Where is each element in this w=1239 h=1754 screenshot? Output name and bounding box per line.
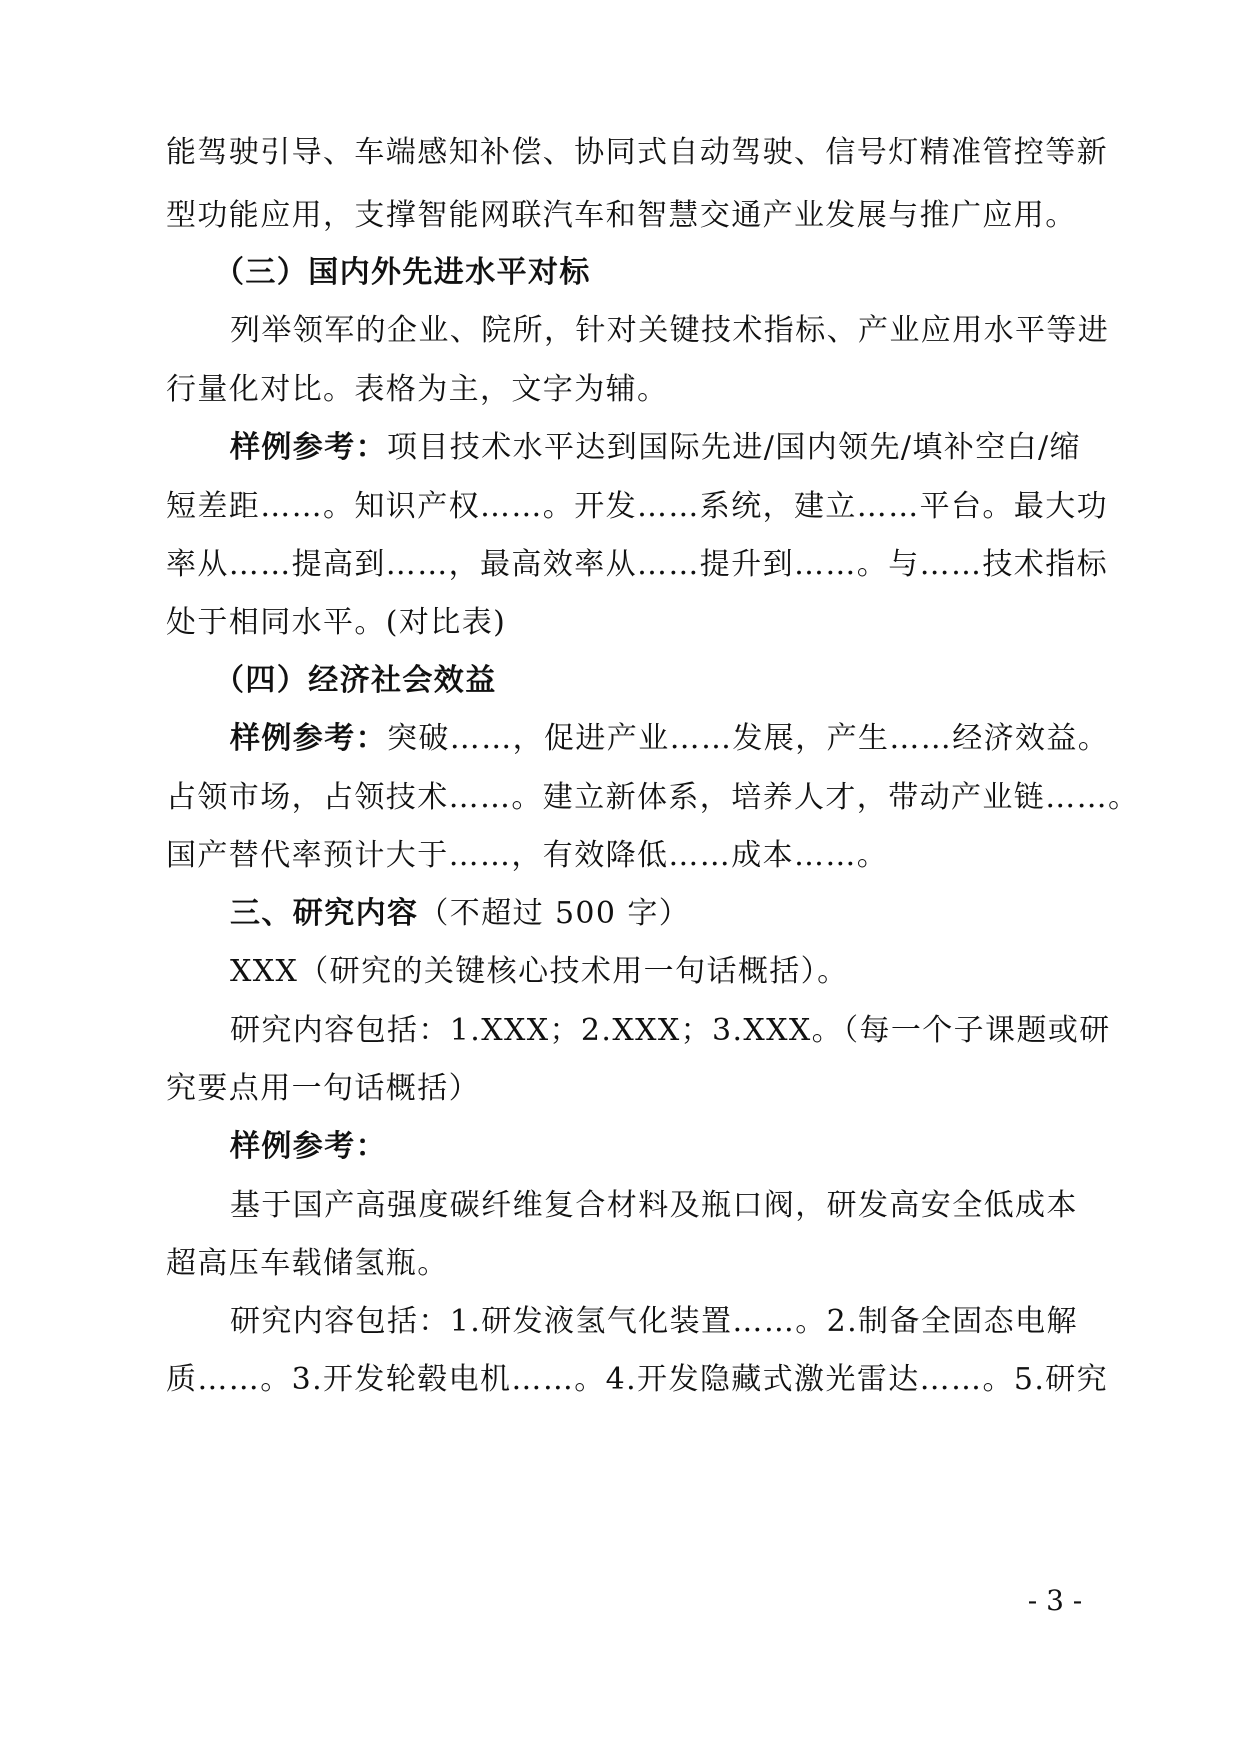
paragraph-line: 率从……提高到……，最高效率从……提升到……。与……技术指标 bbox=[166, 547, 1108, 582]
paragraph-text: 突破……，促进产业……发展，产生……经济效益。 bbox=[387, 721, 1110, 756]
paragraph-line bbox=[230, 428, 1096, 468]
sample-reference-label: 样例参考： bbox=[230, 430, 387, 465]
paragraph-line: 质……。3.开发轮毂电机……。4.开发隐藏式激光雷达……。5.研究 bbox=[166, 1362, 1109, 1397]
paragraph-line: 型功能应用，支撑智能网联汽车和智慧交通产业发展与推广应用。 bbox=[166, 198, 1077, 233]
paragraph-line: 研究内容包括：1.XXX；2.XXX；3.XXX。（每一个子课题或研 bbox=[230, 1013, 1111, 1048]
paragraph-line: 基于国产高强度碳纤维复合材料及瓶口阀，研发高安全低成本 bbox=[230, 1188, 1078, 1223]
paragraph-line: 国产替代率预计大于……，有效降低……成本……。 bbox=[166, 838, 889, 873]
paragraph-line bbox=[230, 719, 1110, 759]
paragraph-line: 行量化对比。表格为主，文字为辅。 bbox=[166, 372, 669, 407]
page-number: - 3 - bbox=[1027, 1584, 1083, 1617]
sample-reference-label: 样例参考： bbox=[230, 1129, 387, 1164]
section-heading-3: （三）国内外先进水平对标 bbox=[214, 255, 591, 290]
sample-reference-label: 样例参考： bbox=[230, 721, 387, 756]
paragraph-line: 短差距……。知识产权……。开发……系统，建立……平台。最大功 bbox=[166, 489, 1108, 524]
section-heading-research bbox=[230, 894, 1096, 934]
paragraph-line: 处于相同水平。(对比表) bbox=[166, 605, 507, 640]
paragraph-text: 项目技术水平达到国际先进/国内领先/填补空白/缩 bbox=[387, 430, 1081, 465]
research-title: 三、研究内容 bbox=[230, 896, 419, 931]
paragraph-line: 列举领军的企业、院所，针对关键技术指标、产业应用水平等进 bbox=[230, 313, 1110, 348]
paragraph-line: 究要点用一句话概括） bbox=[166, 1071, 480, 1106]
paragraph-line: XXX（研究的关键核心技术用一句话概括）。 bbox=[230, 954, 849, 989]
paragraph-line: 能驾驶引导、车端感知补偿、协同式自动驾驶、信号灯精准管控等新 bbox=[166, 135, 1108, 170]
section-heading-4: （四）经济社会效益 bbox=[214, 663, 497, 698]
paragraph-line: 占领市场，占领技术……。建立新体系，培养人才，带动产业链……。 bbox=[166, 780, 1140, 815]
paragraph-line: 超高压车载储氢瓶。 bbox=[166, 1246, 449, 1281]
research-length-note: （不超过 500 字） bbox=[418, 896, 691, 931]
paragraph-line: 研究内容包括：1.研发液氢气化装置……。2.制备全固态电解 bbox=[230, 1304, 1078, 1339]
